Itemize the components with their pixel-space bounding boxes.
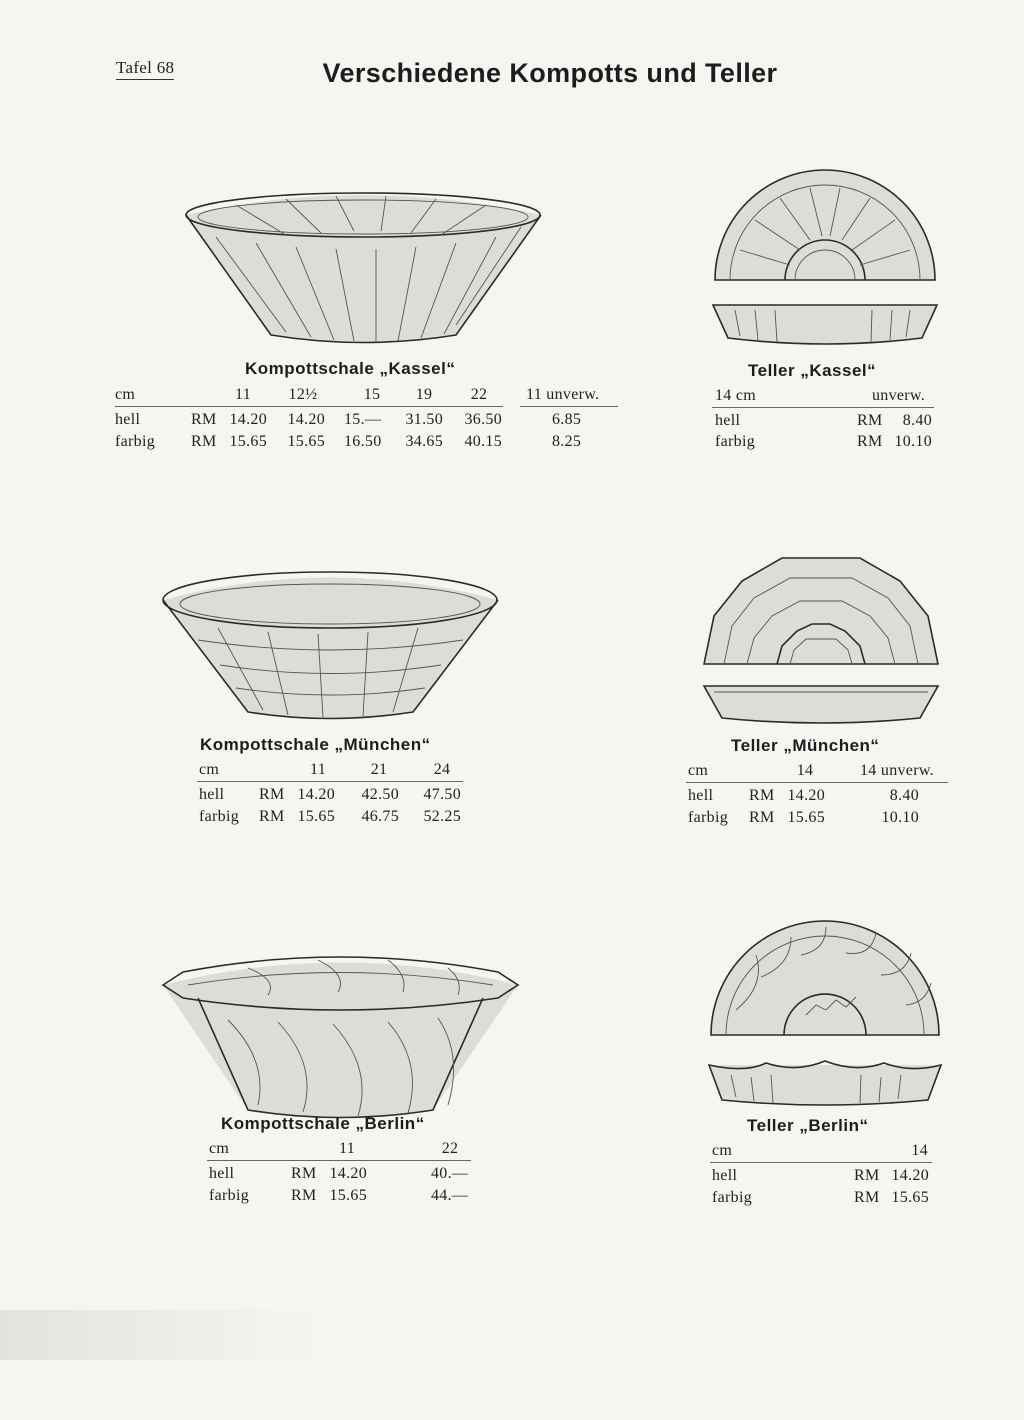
row-label: farbig (688, 809, 729, 826)
price-cell: 40.15 (464, 433, 502, 450)
price-cell: 15.65 (329, 1187, 367, 1204)
divider (207, 1160, 471, 1161)
muenchen-plate-size: 14 (796, 762, 814, 779)
currency: RM (857, 433, 883, 450)
price-cell: 10.10 (881, 809, 919, 826)
row-label: hell (115, 411, 141, 428)
muenchen-plate-unit: cm (688, 762, 709, 779)
divider (520, 406, 618, 407)
divider (712, 407, 934, 408)
berlin-bowl-illustration (158, 950, 523, 1125)
muenchen-bowl-size: 21 (370, 761, 388, 778)
price-cell: 14.20 (787, 787, 825, 804)
price-cell: 46.75 (361, 808, 399, 825)
price-cell: 14.20 (329, 1165, 367, 1182)
kassel-bowl-caption: Kompottschale „Kassel“ (245, 359, 456, 378)
berlin-bowl-caption: Kompottschale „Berlin“ (221, 1114, 425, 1133)
muenchen-bowl-size: 24 (433, 761, 451, 778)
kassel-plate-size: 14 cm (715, 387, 757, 404)
price-cell: 47.50 (423, 786, 461, 803)
berlin-bowl-unit: cm (209, 1140, 230, 1157)
divider (686, 782, 948, 783)
page-title: Verschiedene Kompotts und Teller (322, 58, 778, 88)
row-label: farbig (209, 1187, 250, 1204)
muenchen-plate-caption: Teller „München“ (731, 736, 880, 755)
muenchen-bowl-caption: Kompottschale „München“ (200, 735, 431, 754)
currency: RM (857, 412, 883, 429)
berlin-plate-unit: cm (712, 1142, 733, 1159)
price-cell: 16.50 (344, 433, 382, 450)
price-cell: 14.20 (229, 411, 267, 428)
currency: RM (191, 411, 217, 428)
row-label: farbig (115, 433, 156, 450)
row-label: farbig (199, 808, 240, 825)
berlin-bowl-size: 22 (441, 1140, 459, 1157)
plate-number: Tafel 68 (116, 58, 174, 80)
row-label: hell (688, 787, 714, 804)
currency: RM (854, 1167, 880, 1184)
row-label: hell (715, 412, 741, 429)
kassel-bowl-size: 19 (415, 386, 433, 403)
muenchen-bowl-unit: cm (199, 761, 220, 778)
muenchen-plate-illustration (702, 546, 940, 731)
muenchen-bowl-illustration (158, 560, 503, 725)
row-label: hell (209, 1165, 235, 1182)
price-cell: 40.— (431, 1165, 469, 1182)
kassel-bowl-size: 22 (470, 386, 488, 403)
currency: RM (749, 809, 775, 826)
price-cell: 31.50 (405, 411, 443, 428)
price-cell: 15.65 (229, 433, 267, 450)
currency: RM (854, 1189, 880, 1206)
muenchen-bowl-size: 11 (309, 761, 326, 778)
row-label: farbig (712, 1189, 753, 1206)
divider (710, 1162, 932, 1163)
price-cell-unverw: 6.85 (552, 411, 582, 428)
muenchen-plate-size: 14 unverw. (860, 762, 934, 779)
kassel-plate-caption: Teller „Kassel“ (748, 361, 877, 380)
price-cell: 15.65 (287, 433, 325, 450)
price-cell: 34.65 (405, 433, 443, 450)
price-cell: 36.50 (464, 411, 502, 428)
price-cell: 14.20 (287, 411, 325, 428)
currency: RM (749, 787, 775, 804)
currency: RM (259, 786, 285, 803)
price-cell: 44.— (431, 1187, 469, 1204)
price-cell-unverw: 8.25 (552, 433, 582, 450)
kassel-plate-illustration (710, 160, 940, 355)
kassel-bowl-illustration (176, 185, 551, 345)
kassel-bowl-size: 12½ (288, 386, 318, 403)
kassel-bowl-size: 11 (234, 386, 251, 403)
berlin-bowl-size: 11 (338, 1140, 355, 1157)
currency: RM (291, 1165, 317, 1182)
divider (197, 781, 463, 782)
page-shadow (0, 1310, 320, 1360)
price-cell: 15.65 (297, 808, 335, 825)
price-cell: 10.10 (894, 433, 932, 450)
berlin-plate-caption: Teller „Berlin“ (747, 1116, 869, 1135)
price-cell: 15.65 (787, 809, 825, 826)
price-cell: 14.20 (297, 786, 335, 803)
berlin-plate-size: 14 (911, 1142, 928, 1159)
kassel-bowl-size: 15 (363, 386, 381, 403)
row-label: hell (712, 1167, 738, 1184)
kassel-plate-unverw-label: unverw. (872, 387, 926, 404)
divider (115, 406, 503, 407)
kassel-bowl-unit: cm (115, 386, 136, 403)
row-label: hell (199, 786, 225, 803)
price-cell: 8.40 (902, 412, 932, 429)
price-cell: 52.25 (423, 808, 461, 825)
currency: RM (259, 808, 285, 825)
price-cell: 8.40 (889, 787, 919, 804)
price-cell: 42.50 (361, 786, 399, 803)
currency: RM (191, 433, 217, 450)
row-label: farbig (715, 433, 756, 450)
berlin-plate-illustration (706, 915, 944, 1115)
price-cell: 15.65 (891, 1189, 929, 1206)
price-cell: 14.20 (891, 1167, 929, 1184)
kassel-bowl-unverw-label: 11 unverw. (526, 386, 600, 403)
currency: RM (291, 1187, 317, 1204)
price-cell: 15.— (344, 411, 382, 428)
